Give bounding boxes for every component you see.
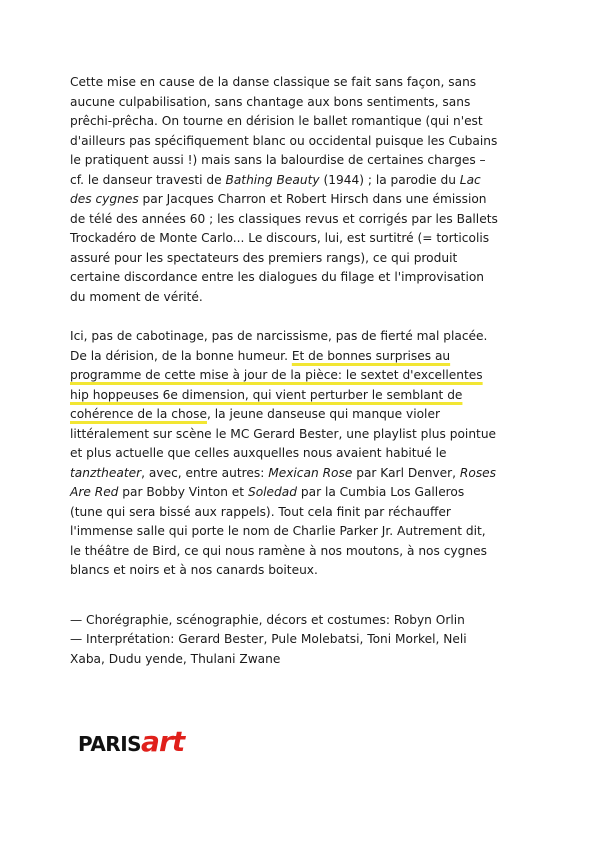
text-run: Ici, pas de cabotinage, pas de narcissisme, pas de fierté mal placée. De la dérision, de la bonne humeur. bbox=[70, 329, 488, 363]
text-run: , avec, entre autres: bbox=[141, 465, 269, 480]
italic-title: Mexican Rose bbox=[268, 465, 353, 480]
italic-title: Roses Are Red bbox=[70, 465, 497, 499]
text-run: par Jacques Charron et Robert Hirsch dans une émission de télé des années 60 ; les classiques revus et corrigés par les Ballets Trockadéro de Monte Carlo... Le discours, lui, est surtitré (= torticolis assuré pour les spectateurs des premiers rangs), ce qui produit certaine discordance entre les dialogues du filage et l'improvisation du moment de vérité. bbox=[70, 192, 498, 304]
text-run: Cette mise en cause de la danse classique se fait sans façon, sans aucune culpabilisation, sans chantage aux bons sentiments, sans prêchi-prêcha. On tourne en dérision le ballet romantique (qui n'est d'ailleurs pas spécifiquement blanc ou occidental puisque les Cubains le pratiquent aussi !) mais sans la balourdise de certaines charges – cf. le danseur travesti de bbox=[70, 75, 498, 187]
credits-performers: — Interprétation: Gerard Bester, Pule Molebatsi, Toni Morkel, Neli Xaba, Dudu yende, Thulani Zwane bbox=[70, 632, 467, 666]
italic-title: Bathing Beauty bbox=[225, 172, 320, 187]
italic-title: Lac des cygnes bbox=[70, 172, 481, 206]
text-run: par Bobby Vinton et bbox=[118, 485, 248, 499]
highlighted-text: Et de bonnes surprises au programme de cette mise à jour de la pièce: le sextet d'excellentes hip hoppeuses 6e dimension, qui vient perturber le semblant de cohérence de la chose bbox=[70, 348, 483, 421]
logo-paris-text: PARIS bbox=[78, 732, 142, 756]
logo-art-text: art bbox=[141, 725, 185, 758]
text-run: par la Cumbia Los Galleros (tune qui sera bissé aux rappels). Tout cela finit par réchauffer l'immense salle qui porte le nom de Charlie Parker Jr. Autrement dit, le théâtre de Bird, ce qui nous ramène à nos moutons, à nos cygnes blancs et noirs et à nos canards boiteux. bbox=[70, 485, 487, 577]
text-run: (1944) ; la parodie du bbox=[319, 172, 460, 187]
text-run: par Karl Denver, bbox=[352, 465, 460, 480]
article-paragraph-1 bbox=[70, 73, 500, 307]
credits-choreography: — Chorégraphie, scénographie, décors et costumes: Robyn Orlin bbox=[70, 612, 465, 627]
credits-block bbox=[70, 611, 500, 670]
article-paragraph-2 bbox=[70, 327, 500, 581]
article-body bbox=[70, 73, 500, 669]
text-run: , la jeune danseuse qui manque violer littéralement sur scène le MC Gerard Bester, une playlist plus pointue et plus actuelle que celles auxquelles nous avaient habitué le bbox=[70, 407, 497, 460]
italic-title: Soledad bbox=[247, 485, 297, 499]
parisart-logo bbox=[78, 725, 185, 758]
italic-title: tanztheater bbox=[70, 465, 142, 480]
